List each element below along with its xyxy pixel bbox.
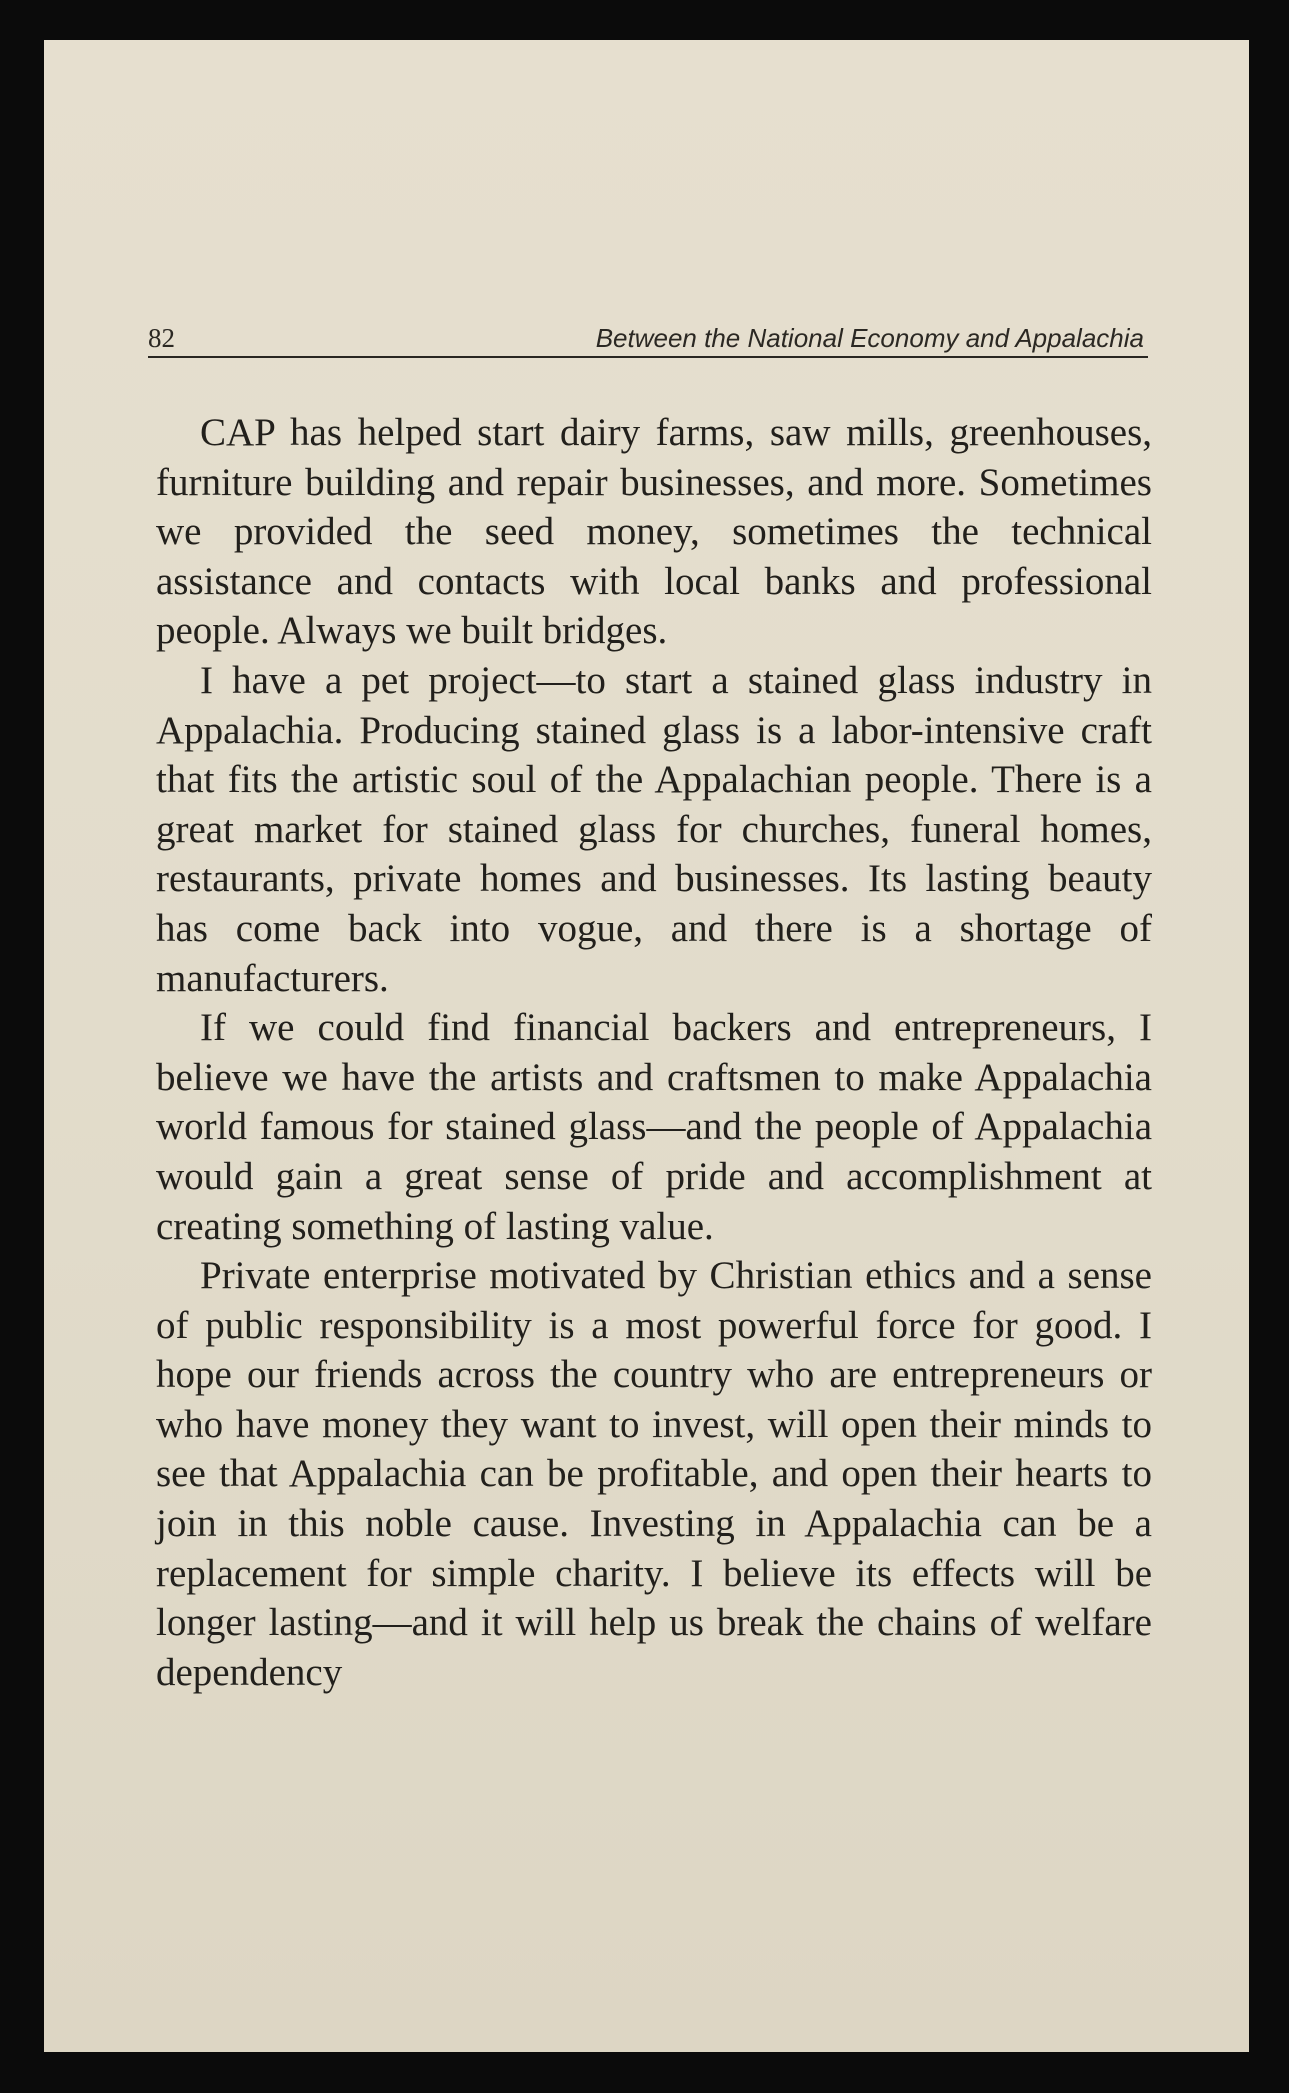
page-number: 82	[148, 323, 175, 353]
running-head: Between the National Economy and Appalachia	[595, 323, 1144, 353]
page-header	[148, 320, 1148, 358]
paragraph: Private enterprise motivated by Christian ethics and a sense of public responsibility is a most powerful force for good. I hope our friends across the country who are entrepreneurs or who have money they want to invest, will open their minds to see that Appalachia can be profitable, and open their hearts to join in this noble cause. Investing in Appalachia can be a replacement for simple charity. I believe its effects will be longer lasting—and it will help us break the chains of welfare dependency	[156, 1254, 1152, 1694]
body-text	[156, 408, 1152, 1697]
book-page	[44, 40, 1249, 2052]
paragraph: CAP has helped start dairy farms, saw mills, greenhouses, furniture building and repair businesses, and more. Sometimes we provided the seed money, sometimes the technical assistance and contacts with local banks and professional people. Always we built bridges.	[156, 411, 1152, 653]
paragraph: If we could find financial backers and entrepreneurs, I believe we have the artists and craftsmen to make Appalachia world famous for stained glass—and the people of Appalachia would gain a great sense of pride and accomplishment at creating something of lasting value.	[156, 1006, 1152, 1248]
paragraph: I have a pet project—to start a stained glass industry in Appalachia. Producing stained glass is a labor-intensive craft that fits the artistic soul of the Appalachian people. There is a great market for stained glass for churches, funeral homes, restaurants, private homes and businesses. Its lasting beauty has come back into vogue, and there is a shortage of manufacturers.	[156, 658, 1152, 1000]
